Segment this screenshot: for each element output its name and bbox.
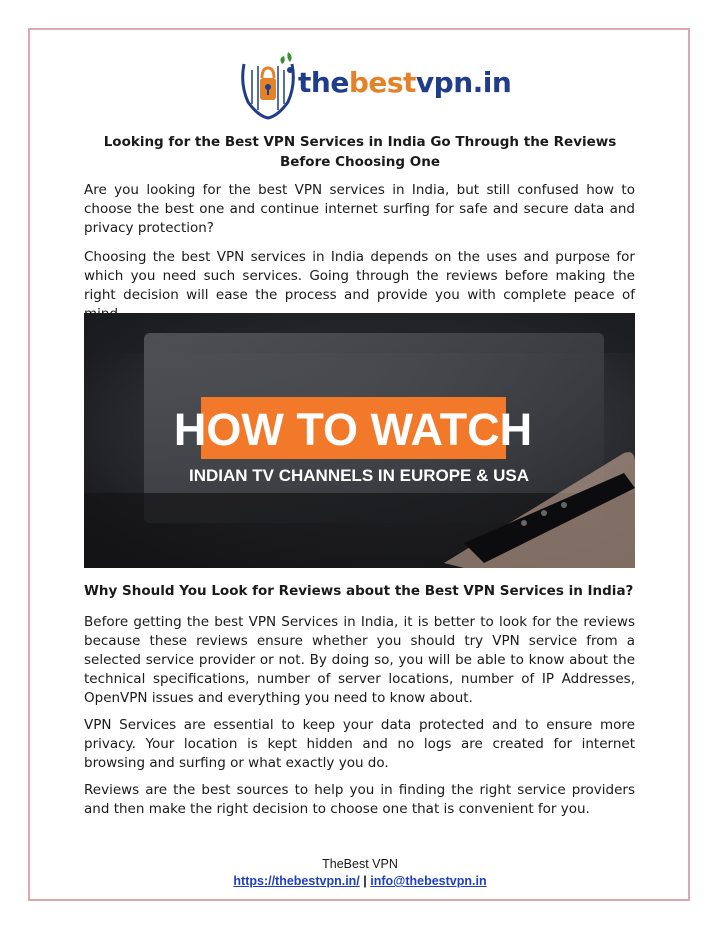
intro-paragraph-1: Are you looking for the best VPN services in India, but still confused how to choose the best one and continue internet surfing for safe and secure data and privacy protection?: [84, 182, 635, 236]
section-heading: Why Should You Look for Reviews about the Best VPN Services in India?: [84, 583, 634, 599]
footer-separator: |: [363, 874, 367, 888]
section-paragraph-2: VPN Services are essential to keep your data protected and to ensure more privacy. Your location is kept hidden and no logs are created for internet browsing and surfing or what exactly you do.: [84, 717, 635, 771]
footer-website-link[interactable]: https://thebestvpn.in/: [233, 874, 360, 888]
hero-subline: INDIAN TV CHANNELS IN EUROPE & USA: [188, 466, 530, 485]
site-logo[interactable]: [238, 44, 512, 120]
tv-remote-illustration: [84, 313, 635, 568]
logo-text-vpn: vpn: [415, 66, 473, 99]
logo-wordmark: [298, 66, 511, 99]
hero-headline: HOW TO WATCH: [173, 404, 533, 455]
section-paragraph-3: Reviews are the best sources to help you in finding the right service providers and then make the right decision to choose one that is convenient for you.: [84, 782, 635, 817]
hero-image: [84, 313, 635, 568]
section-paragraph-1: Before getting the best VPN Services in India, it is better to look for the reviews because these reviews ensure whether you should try VPN service from a selected service provider or not. By doing so, you will be able to know about the technical specifications, number of server locations, number of IP Addresses, OpenVPN issues and everything you need to know about.: [84, 614, 635, 706]
footer-company: TheBest VPN: [322, 857, 398, 871]
intro-paragraph-2: Choosing the best VPN services in India depends on the uses and purpose for which you need such services. Going through the reviews before making the right decision will ease the process and provide you with complete peace of: [84, 249, 635, 303]
lock-peacock-logo-icon: [238, 44, 298, 120]
page-title: Looking for the Best VPN Services in India Go Through the Reviews Before Choosing One: [103, 134, 617, 170]
footer-email-link[interactable]: info@thebestvpn.in: [370, 874, 487, 888]
logo-text-best: best: [348, 66, 416, 99]
logo-text-domain: .in: [472, 66, 512, 99]
logo-text-the: the: [298, 66, 349, 99]
footer-links: [160, 873, 560, 890]
